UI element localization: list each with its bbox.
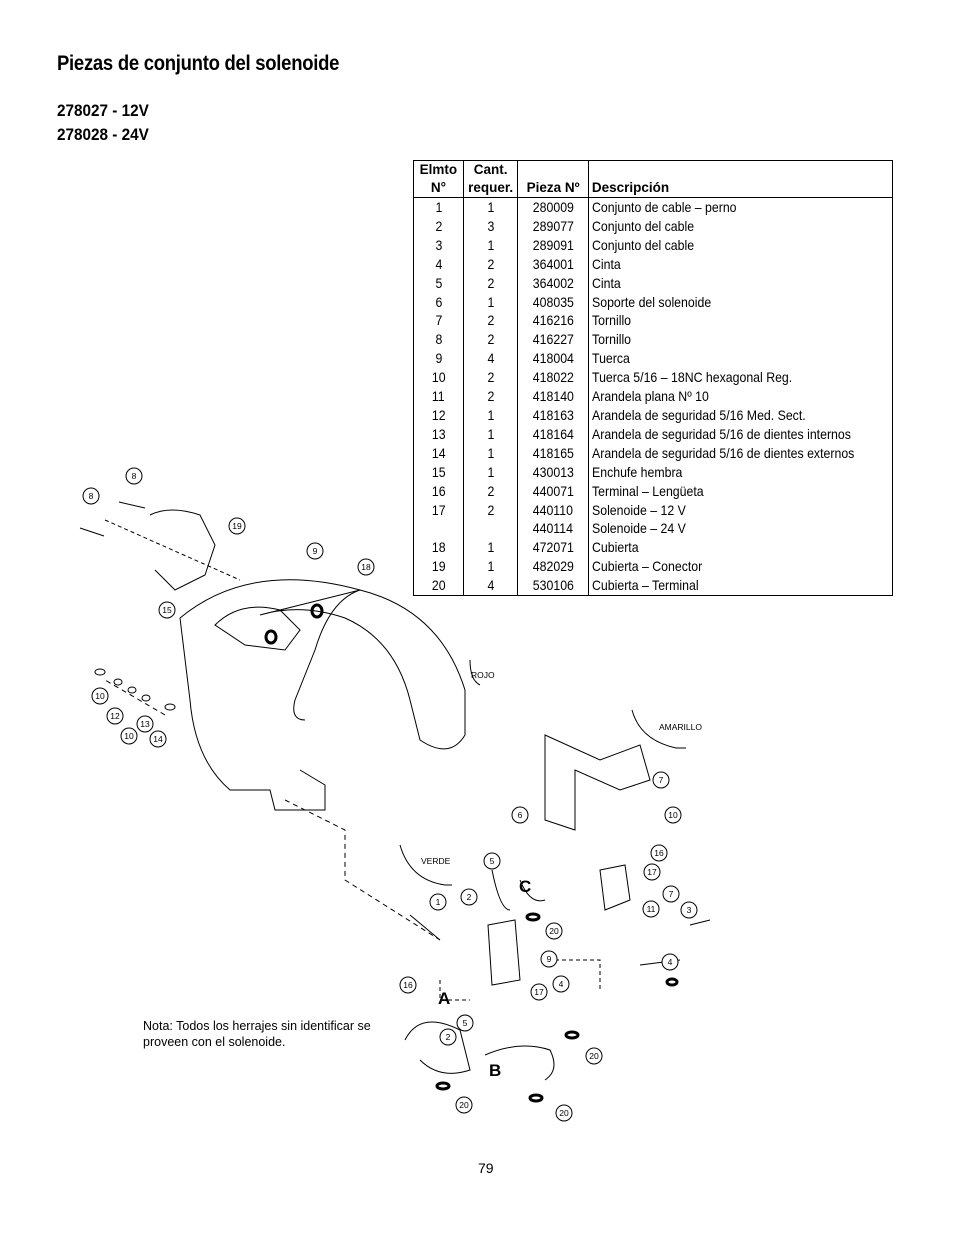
cell-desc: Soporte del solenoide	[588, 293, 892, 312]
callout-number: 16	[403, 980, 413, 990]
cell-item: 18	[414, 538, 464, 557]
rojo-label: ROJO	[471, 670, 495, 680]
cell-item: 4	[414, 255, 464, 274]
cover-body	[180, 618, 325, 810]
hw-washer-13	[128, 687, 136, 693]
cell-qty: 1	[463, 557, 518, 576]
view-label-b: B	[489, 1061, 502, 1080]
cell-desc: Cubierta – Conector	[588, 557, 892, 576]
cell-qty: 1	[463, 406, 518, 425]
cell-item: 15	[414, 463, 464, 482]
view-label-c: C	[519, 877, 532, 896]
cell-part: 289077	[518, 217, 589, 236]
cell-qty: 1	[463, 425, 518, 444]
model-12v: 278027 - 12V	[57, 101, 149, 120]
verde-label: VERDE	[421, 856, 451, 866]
hw-cover-20c	[530, 1095, 542, 1101]
cell-qty: 4	[463, 576, 518, 595]
cell-part: 418022	[518, 368, 589, 387]
cell-part: 418163	[518, 406, 589, 425]
callout-number: 9	[312, 546, 318, 556]
cell-desc: Enchufe hembra	[588, 463, 892, 482]
cell-qty: 2	[463, 311, 518, 330]
view-label-a: A	[438, 989, 451, 1008]
cell-part: 418164	[518, 425, 589, 444]
cell-desc: Conjunto del cable	[588, 236, 892, 255]
cell-qty: 1	[463, 293, 518, 312]
callout-number: 5	[489, 856, 495, 866]
callout-number: 17	[647, 867, 657, 877]
cell-part: 289091	[518, 236, 589, 255]
cell-item: 8	[414, 330, 464, 349]
callout-number: 20	[589, 1051, 599, 1061]
cell-desc: Arandela de seguridad 5/16 de dientes internos	[588, 425, 892, 444]
callout-number: 7	[668, 889, 674, 899]
hw-nut-9b	[266, 631, 276, 643]
cell-desc: Tuerca 5/16 – 18NC hexagonal Reg.	[588, 368, 892, 387]
callout-number: 15	[162, 605, 172, 615]
cell-part: 416227	[518, 330, 589, 349]
cell-desc: Tornillo	[588, 311, 892, 330]
cover-18-outline	[260, 590, 465, 749]
cell-part: 418165	[518, 444, 589, 463]
hw-cover-20e	[667, 979, 677, 985]
cell-desc: Terminal – Lengüeta	[588, 482, 892, 501]
callout-number: 1	[435, 897, 441, 907]
header-part: Pieza Nº	[518, 161, 589, 198]
cell-part: 472071	[518, 538, 589, 557]
callout-number: 6	[517, 810, 523, 820]
cell-qty: 4	[463, 349, 518, 368]
cell-desc: Arandela de seguridad 5/16 Med. Sect.	[588, 406, 892, 425]
cell-qty: 2	[463, 330, 518, 349]
callout-number: 20	[559, 1108, 569, 1118]
cell-qty: 1	[463, 538, 518, 557]
solenoid-c-body	[600, 865, 630, 910]
cell-part: 364002	[518, 274, 589, 293]
header-qty: Cant. requer.	[463, 161, 518, 198]
cell-item: 6	[414, 293, 464, 312]
callout-number: 8	[88, 491, 94, 501]
hw-cover-20d	[566, 1032, 578, 1038]
cell-qty: 2	[463, 368, 518, 387]
cell-part: 440110	[518, 501, 589, 520]
cell-item: 20	[414, 576, 464, 595]
callout-number: 13	[140, 719, 150, 729]
callout-number: 4	[667, 957, 673, 967]
callout-number: 2	[466, 892, 472, 902]
cell-part: 418140	[518, 387, 589, 406]
cell-qty: 2	[463, 482, 518, 501]
hw-nut-10b	[165, 704, 175, 710]
cell-qty: 1	[463, 463, 518, 482]
cell-part: 430013	[518, 463, 589, 482]
cell-item: 12	[414, 406, 464, 425]
callout-number: 12	[110, 711, 120, 721]
cell-desc: Arandela plana Nº 10	[588, 387, 892, 406]
cell-qty: 1	[463, 236, 518, 255]
cell-item: 17	[414, 501, 464, 520]
amarillo-label: AMARILLO	[659, 722, 702, 732]
cell-qty: 2	[463, 255, 518, 274]
cell-qty: 3	[463, 217, 518, 236]
cell-desc: Tornillo	[588, 330, 892, 349]
callout-number: 7	[658, 775, 664, 785]
cell-desc: Arandela de seguridad 5/16 de dientes externos	[588, 444, 892, 463]
cell-part: 440114	[518, 519, 589, 538]
hw-cover-20b	[437, 1083, 449, 1089]
cell-desc: Conjunto de cable – perno	[588, 198, 892, 217]
callout-number: 11	[646, 904, 656, 914]
cell-desc: Solenoide – 12 V	[588, 501, 892, 520]
bracket-6	[545, 735, 650, 830]
cell-desc: Cinta	[588, 255, 892, 274]
connector-plate	[215, 607, 300, 650]
callout-number: 5	[462, 1018, 468, 1028]
cell-item: 5	[414, 274, 464, 293]
callout-number: 20	[459, 1100, 469, 1110]
callout-number: 10	[124, 731, 134, 741]
cell-part: 418004	[518, 349, 589, 368]
cell-desc: Conjunto del cable	[588, 217, 892, 236]
cell-desc: Tuerca	[588, 349, 892, 368]
cell-part: 364001	[518, 255, 589, 274]
screw-axis	[105, 520, 240, 580]
callout-number: 14	[153, 734, 163, 744]
cell-item: 3	[414, 236, 464, 255]
callout-number: 20	[549, 926, 559, 936]
callout-number: 3	[686, 905, 692, 915]
callout-number: 10	[668, 810, 678, 820]
cell-part: 280009	[518, 198, 589, 217]
cell-item: 19	[414, 557, 464, 576]
cell-desc: Cubierta	[588, 538, 892, 557]
cell-part: 416216	[518, 311, 589, 330]
callout-number: 8	[131, 471, 137, 481]
callout-number: 17	[534, 987, 544, 997]
connector-cover-19	[150, 510, 215, 590]
cell-item: 2	[414, 217, 464, 236]
callout-number: 9	[546, 954, 552, 964]
cell-item: 10	[414, 368, 464, 387]
cell-item: 7	[414, 311, 464, 330]
cell-desc: Cubierta – Terminal	[588, 576, 892, 595]
header-desc: Descripción	[588, 161, 892, 198]
page-number: 79	[478, 1160, 494, 1176]
hw-nut-10	[95, 669, 105, 675]
callout-number: 18	[361, 562, 371, 572]
cell-qty: 2	[463, 274, 518, 293]
callout-number: 10	[95, 691, 105, 701]
screws-8	[80, 502, 145, 536]
cell-qty: 1	[463, 198, 518, 217]
callout-number: 19	[232, 521, 242, 531]
cell-desc: Solenoide – 24 V	[588, 519, 892, 538]
cell-item: 16	[414, 482, 464, 501]
cell-item: 11	[414, 387, 464, 406]
cell-qty: 2	[463, 501, 518, 520]
cell-item: 1	[414, 198, 464, 217]
callout-number: 2	[445, 1032, 451, 1042]
cell-item: 14	[414, 444, 464, 463]
hw-washer-14	[142, 695, 150, 701]
hw-cover-20	[527, 914, 539, 920]
cell-item: 13	[414, 425, 464, 444]
callout-number: 16	[654, 848, 664, 858]
cell-part: 482029	[518, 557, 589, 576]
page-title: Piezas de conjunto del solenoide	[57, 52, 340, 75]
hw-washer-12	[114, 679, 122, 685]
cell-part: 408035	[518, 293, 589, 312]
model-24v: 278028 - 24V	[57, 125, 149, 144]
hardware-note: Nota: Todos los herrajes sin identificar se proveen con el solenoide.	[143, 1019, 371, 1049]
cell-part: 440071	[518, 482, 589, 501]
cell-desc: Cinta	[588, 274, 892, 293]
cell-part: 530106	[518, 576, 589, 595]
callout-number: 4	[558, 979, 564, 989]
assembly-axis	[105, 680, 440, 940]
header-item: Elmto N°	[414, 161, 464, 198]
cell-qty: 2	[463, 387, 518, 406]
solenoid-a-body	[488, 920, 520, 985]
cell-qty: 1	[463, 444, 518, 463]
cell-item: 9	[414, 349, 464, 368]
